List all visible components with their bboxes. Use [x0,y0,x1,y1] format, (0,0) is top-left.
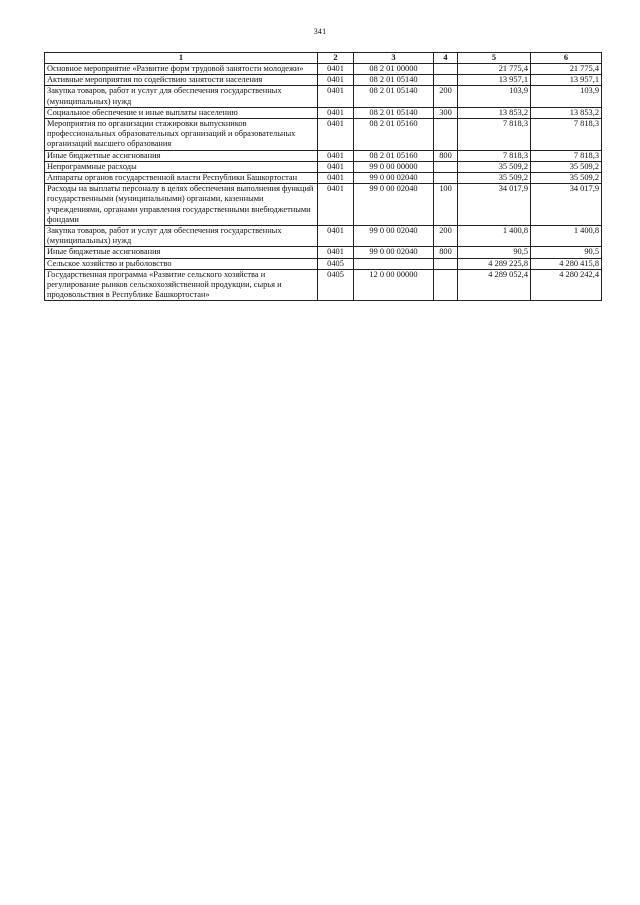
row-target-code: 08 2 01 05140 [354,107,434,118]
row-amount-5: 4 289 052,4 [458,269,531,301]
row-amount-6: 4 280 242,4 [531,269,602,301]
column-header-4: 4 [434,53,458,64]
budget-table [44,52,602,301]
row-amount-5: 13 957,1 [458,75,531,86]
row-amount-6: 103,9 [531,86,602,107]
row-amount-5: 103,9 [458,86,531,107]
row-target-code: 08 2 01 05140 [354,75,434,86]
row-amount-5: 7 818,3 [458,119,531,151]
row-target-code: 08 2 01 05140 [354,86,434,107]
row-amount-5: 7 818,3 [458,150,531,161]
row-name: Аппараты органов государственной власти Республики Башкортостан [45,173,318,184]
row-amount-6: 4 280 415,8 [531,258,602,269]
row-section: 0401 [318,161,354,172]
row-expense-type [434,161,458,172]
row-section: 0401 [318,184,354,226]
row-target-code: 08 2 01 05160 [354,119,434,151]
row-amount-5: 90,5 [458,247,531,258]
table-row [45,64,602,75]
table-row [45,269,602,301]
row-target-code: 08 2 01 00000 [354,64,434,75]
row-amount-6: 7 818,3 [531,150,602,161]
table-row [45,161,602,172]
row-amount-6: 13 853,2 [531,107,602,118]
column-header-3: 3 [354,53,434,64]
row-amount-6: 35 509,2 [531,161,602,172]
row-amount-6: 35 509,2 [531,173,602,184]
row-name: Расходы на выплаты персоналу в целях обеспечения выполнения функций государственными (муниципальными) органами, казенными учреждениями, органами управления государственными внебюджетными фондами [45,184,318,226]
row-name: Закупка товаров, работ и услуг для обеспечения государственных (муниципальных) нужд [45,226,318,247]
row-amount-6: 34 017,9 [531,184,602,226]
row-amount-5: 35 509,2 [458,161,531,172]
row-target-code: 08 2 01 05160 [354,150,434,161]
row-target-code: 99 0 00 02040 [354,247,434,258]
row-name: Социальное обеспечение и иные выплаты населению [45,107,318,118]
row-section: 0401 [318,107,354,118]
row-name: Закупка товаров, работ и услуг для обеспечения государственных (муниципальных) нужд [45,86,318,107]
row-amount-5: 13 853,2 [458,107,531,118]
table-header-row [45,53,602,64]
row-section: 0405 [318,258,354,269]
row-expense-type [434,119,458,151]
row-target-code: 99 0 00 02040 [354,226,434,247]
row-amount-6: 21 775,4 [531,64,602,75]
row-expense-type: 300 [434,107,458,118]
row-section: 0401 [318,247,354,258]
row-expense-type [434,269,458,301]
table-row [45,86,602,107]
table-row [45,150,602,161]
row-name: Непрограммные расходы [45,161,318,172]
row-name: Государственная программа «Развитие сельского хозяйства и регулирование рынков сельскохозяйственной продукции, сырья и продовольствия в Республике Башкортостан» [45,269,318,301]
row-name: Иные бюджетные ассигнования [45,247,318,258]
row-expense-type [434,75,458,86]
table-row [45,184,602,226]
row-section: 0401 [318,119,354,151]
row-expense-type [434,64,458,75]
row-section: 0401 [318,226,354,247]
row-expense-type [434,258,458,269]
row-target-code: 99 0 00 02040 [354,184,434,226]
table-row [45,173,602,184]
row-name: Сельское хозяйство и рыболовство [45,258,318,269]
row-target-code: 99 0 00 02040 [354,173,434,184]
row-name: Основное мероприятие «Развитие форм трудовой занятости молодежи» [45,64,318,75]
row-section: 0401 [318,86,354,107]
row-section: 0401 [318,75,354,86]
row-target-code: 99 0 00 00000 [354,161,434,172]
page-number: 341 [313,27,327,36]
row-amount-5: 21 775,4 [458,64,531,75]
row-expense-type: 200 [434,86,458,107]
row-amount-5: 1 400,8 [458,226,531,247]
row-amount-6: 1 400,8 [531,226,602,247]
row-expense-type [434,173,458,184]
row-section: 0401 [318,64,354,75]
column-header-1: 1 [45,53,318,64]
row-amount-5: 34 017,9 [458,184,531,226]
table-row [45,258,602,269]
row-expense-type: 100 [434,184,458,226]
row-section: 0401 [318,150,354,161]
row-amount-6: 7 818,3 [531,119,602,151]
column-header-2: 2 [318,53,354,64]
row-name: Мероприятия по организации стажировки выпускников профессиональных образовательных организаций и образовательных организаций высшего образования [45,119,318,151]
row-expense-type: 200 [434,226,458,247]
table-row [45,226,602,247]
row-name: Активные мероприятия по содействию занятости населения [45,75,318,86]
column-header-6: 6 [531,53,602,64]
row-name: Иные бюджетные ассигнования [45,150,318,161]
row-target-code: 12 0 00 00000 [354,269,434,301]
table-row [45,119,602,151]
row-section: 0401 [318,173,354,184]
column-header-5: 5 [458,53,531,64]
row-section: 0405 [318,269,354,301]
row-target-code [354,258,434,269]
table-row [45,107,602,118]
row-expense-type: 800 [434,247,458,258]
row-amount-6: 13 957,1 [531,75,602,86]
table-row [45,75,602,86]
row-amount-5: 4 289 225,8 [458,258,531,269]
row-amount-6: 90,5 [531,247,602,258]
row-amount-5: 35 509,2 [458,173,531,184]
table-row [45,247,602,258]
row-expense-type: 800 [434,150,458,161]
